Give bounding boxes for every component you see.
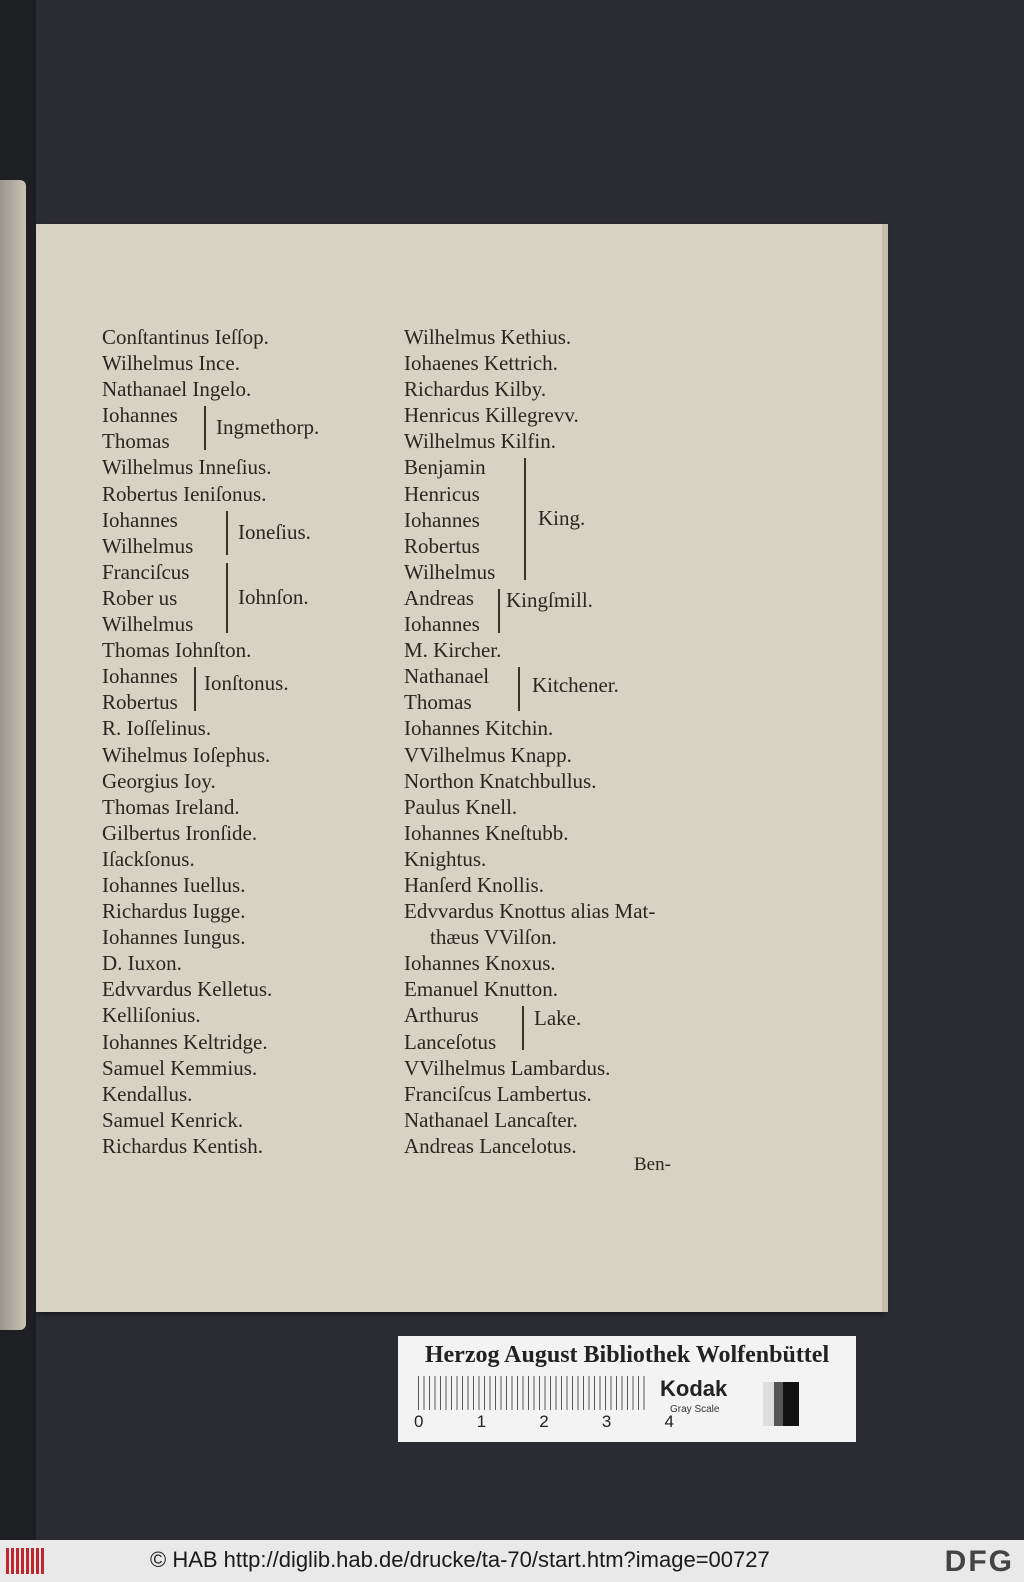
group-name: Iohannes [404,612,480,637]
entry: Edvvardus Kelletus. [102,977,273,1002]
entry: VVilhelmus Lambardus. [404,1055,611,1080]
entry: Paulus Knell. [404,794,518,819]
entry: Iohannes Iuellus. [102,872,246,897]
entry: Iohannes Iungus. [102,925,246,950]
entry: Thomas Iohnſton. [102,638,252,663]
entry: Iohannes Keltridge. [102,1029,268,1054]
ruler-number: 3 [601,1412,612,1431]
gray-patch [763,1382,799,1426]
ruler-number: 2 [539,1412,549,1431]
entry: Nathanael Lancaſter. [404,1107,578,1132]
entry: Iſackſonus. [102,846,195,871]
entry: Wilhelmus Kethius. [404,325,572,349]
entry: Wihelmus Ioſephus. [102,742,271,767]
entry: M. Kircher. [404,638,502,663]
entry: Iohannes Knoxus. [404,951,556,976]
copyright-link[interactable]: © HAB http://diglib.hab.de/drucke/ta-70/start.htm?image=00727 [150,1547,770,1572]
group-brace [226,563,238,633]
entry: Franciſcus Lambertus. [404,1081,592,1106]
entry-group [404,663,704,715]
entry: Conſtantinus Ieſſop. [102,325,269,349]
book-page [36,224,882,1312]
group-surname: Ingmethorp. [216,415,320,440]
catchword: Ben- [634,1154,671,1175]
entry: Samuel Kemmius. [102,1055,258,1080]
group-brace [204,406,216,450]
entry: Hanſerd Knollis. [404,872,544,897]
group-name: Iohannes [102,664,178,689]
entry: Georgius Ioy. [102,768,216,793]
scale-ruler [418,1376,648,1410]
group-name: Arthurus [404,1003,479,1028]
entry: Nathanael Ingelo. [102,377,252,402]
entry: R. Ioſſelinus. [102,716,212,741]
group-brace [226,511,238,555]
entry-group [102,402,392,454]
entry-group [102,663,392,715]
group-surname: Ionſtonus. [204,671,289,696]
entry: Iohannes Kitchin. [404,716,554,741]
group-surname: Ioneſius. [238,519,311,544]
entry-group [404,585,704,637]
entry: D. Iuxon. [102,951,182,976]
entry: Kelliſonius. [102,1003,201,1028]
gray-scale-label: Gray Scale [670,1404,720,1415]
group-name: Iohannes [102,403,178,428]
entry: thæus VVilſon. [430,925,557,950]
group-name: Thomas [404,690,472,715]
entry: Knightus. [404,846,487,871]
entry: Robertus Ieniſonus. [102,481,267,506]
hab-logo-icon [6,1548,46,1574]
entry-group [404,1002,704,1054]
entry: Andreas Lancelotus. [404,1133,577,1158]
group-name: Franciſcus [102,559,190,584]
kodak-logo: Kodak [660,1376,728,1401]
entry: Emanuel Knutton. [404,977,558,1002]
group-name: Wilhelmus [102,612,194,637]
previous-leaf-edge [0,180,26,1330]
left-column [102,324,392,1159]
entry: Richardus Iugge. [102,899,246,924]
dfg-logo: DFG [944,1545,1014,1578]
group-name: Robertus [102,690,178,715]
footer-bar [0,1540,1024,1582]
color-target-card [398,1336,856,1442]
group-brace [524,458,536,580]
page-edge [882,224,888,1312]
group-name: Robertus [404,533,480,558]
entry: Wilhelmus Kilfin. [404,429,556,454]
entry: Thomas Ireland. [102,794,240,819]
group-name: Rober us [102,585,178,610]
group-surname: Iohnſon. [238,584,309,609]
entry: Samuel Kenrick. [102,1107,244,1132]
entry-group [102,507,392,559]
entry: Wilhelmus Inneſius. [102,455,272,480]
ruler-numbers [414,1412,674,1432]
group-name: Iohannes [102,507,178,532]
group-surname: Lake. [534,1006,582,1031]
entry-group [102,559,392,637]
group-surname: Kitchener. [532,673,619,698]
entry: Iohannes Kneſtubb. [404,820,569,845]
group-name: Lanceſotus [404,1029,497,1054]
group-name: Nathanael [404,664,490,689]
group-surname: King. [538,506,586,531]
entry: Kendallus. [102,1081,193,1106]
entry: Gilbertus Ironſide. [102,820,258,845]
entry: VVilhelmus Knapp. [404,742,572,767]
group-brace [522,1006,534,1050]
group-name: Henricus [404,481,480,506]
group-name: Wilhelmus [102,533,194,558]
entry: Iohaenes Kettrich. [404,351,558,376]
group-surname: Kingſmill. [506,587,593,612]
entry-group [404,454,704,584]
ruler-number: 4 [664,1412,674,1431]
ruler-number: 0 [414,1412,424,1431]
group-name: Iohannes [404,507,480,532]
entry: Richardus Kentish. [102,1133,263,1158]
entry: Wilhelmus Ince. [102,351,240,376]
entry: Northon Knatchbullus. [404,768,597,793]
library-title: Herzog August Bibliothek Wolfenbüttel [424,1342,830,1368]
ruler-number: 1 [476,1412,487,1431]
entry: Edvvardus Knottus alias Mat- [404,899,656,924]
right-column [404,324,704,1159]
entry: Richardus Kilby. [404,377,547,402]
entry: Henricus Killegrevv. [404,403,579,428]
group-name: Thomas [102,429,170,454]
group-name: Wilhelmus [404,559,496,584]
group-name: Benjamin [404,455,486,480]
group-name: Andreas [404,585,474,610]
group-brace [518,667,530,711]
